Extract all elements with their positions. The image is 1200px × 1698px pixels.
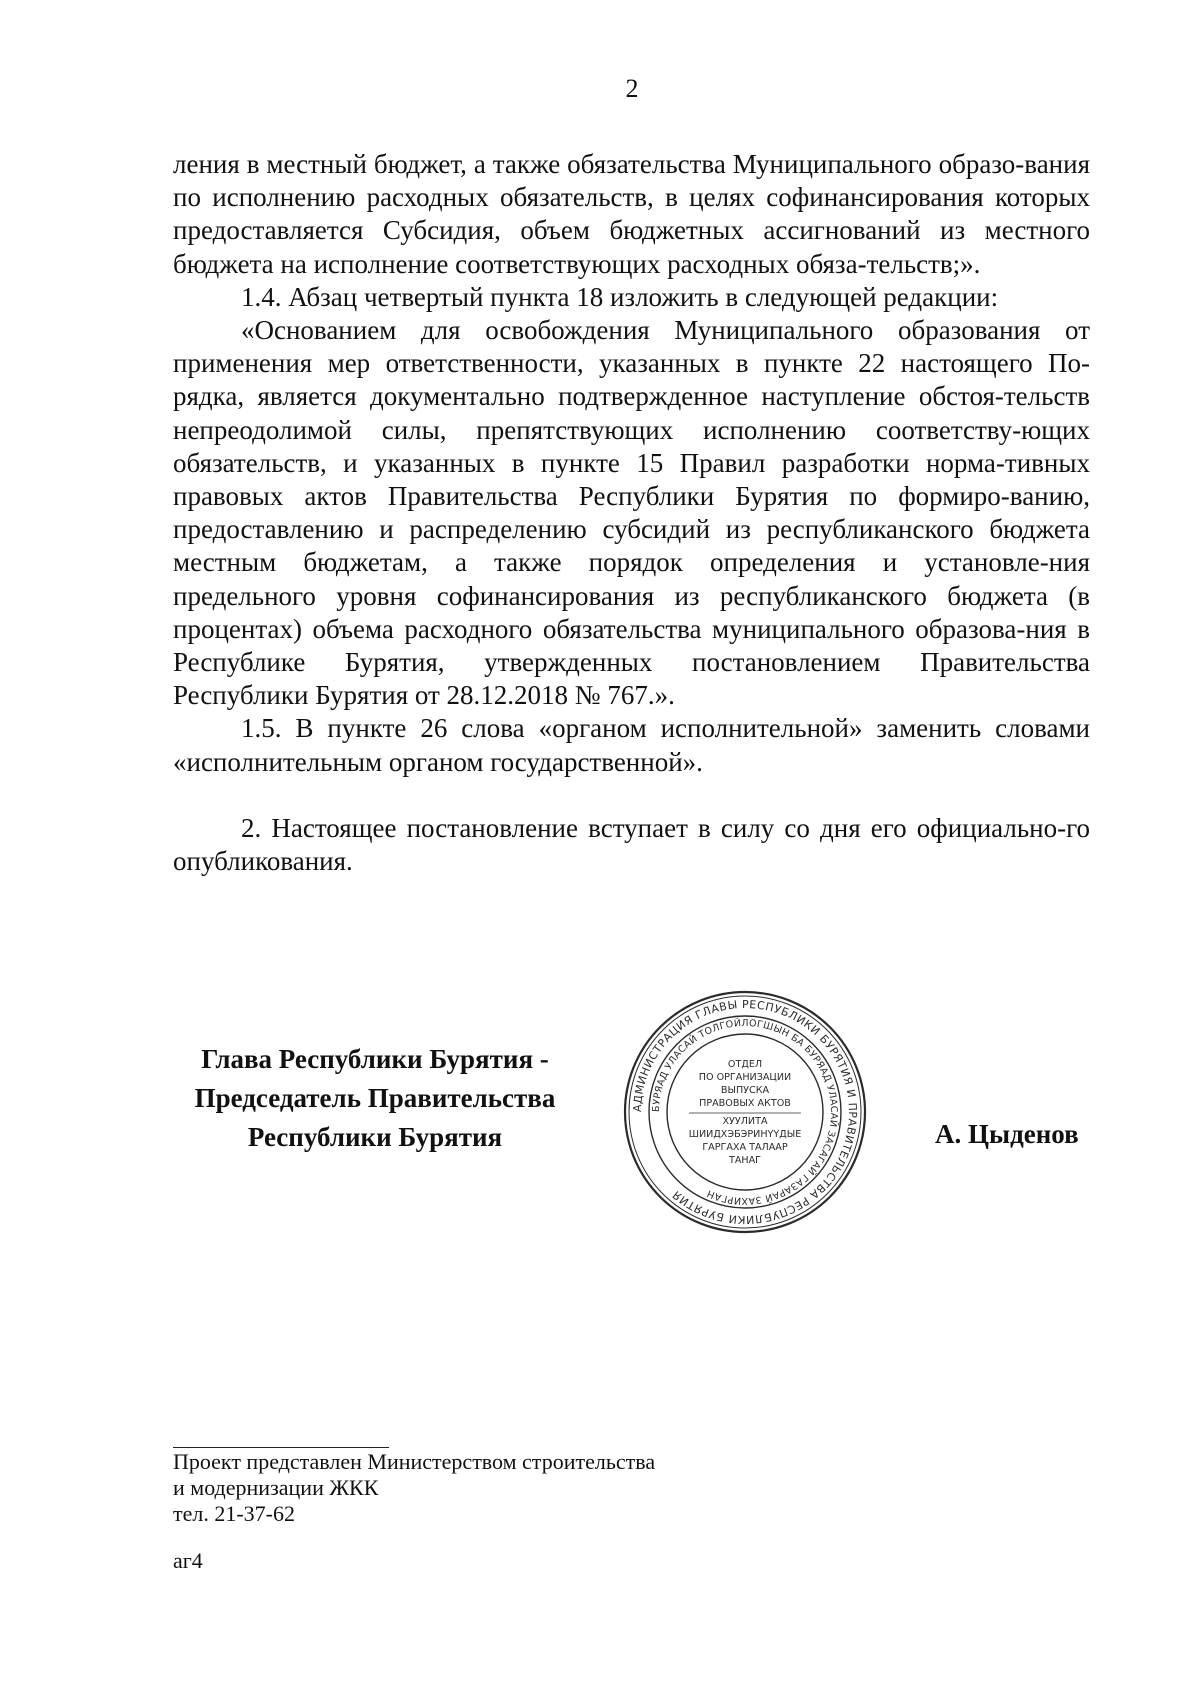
stamp-outer-text: АДМИНИСТРАЦИЯ ГЛАВЫ РЕСПУБЛИКИ БУРЯТИЯ И ПРАВИТЕЛЬСТВА РЕСПУБЛИКИ БУРЯТИЯ	[630, 997, 860, 1227]
signatory-name: А. Цыденов	[935, 1119, 1079, 1149]
paragraph-item-1-5: 1.5. В пункте 26 слова «органом исполнительной» заменить словами «исполнительным органом государственной».	[173, 713, 1090, 777]
signatory-title-line: Председатель Правительства	[194, 1083, 556, 1113]
official-seal-stamp	[623, 990, 867, 1234]
stamp-center-line: ГАРГАХА ТАЛААР	[702, 1142, 788, 1153]
stamp-center-line: ОТДЕЛ	[727, 1059, 763, 1070]
stamp-center-line: ХУУЛИТА	[722, 1116, 768, 1127]
signatory-title-line: Глава Республики Бурятия -	[201, 1044, 549, 1074]
footer-line: Проект представлен Министерством строительства	[173, 1449, 656, 1474]
document-body	[173, 148, 1090, 878]
stamp-center-line: ПРАВОВЫХ АКТОВ	[699, 1098, 791, 1109]
paragraph-item-1-4: 1.4. Абзац четвертый пункта 18 изложить в следующей редакции:	[241, 281, 999, 312]
paragraph-continuation: ления в местный бюджет, а также обязательства Муниципального образо-вания по исполнению расходных обязательств, в целях софинансирования которых предоставляется Субсидия, объем бюджетных ассигнований из местного бюджета на исполнение соответствующих расходных обяза-тельств;».	[173, 149, 1090, 279]
svg-text:АДМИНИСТРАЦИЯ ГЛАВЫ РЕСПУБЛИКИ	[631, 998, 859, 1226]
footer-line: тел. 21-37-62	[173, 1501, 296, 1526]
stamp-center-line: ВЫПУСКА	[720, 1085, 770, 1096]
stamp-center-line: ПО ОРГАНИЗАЦИИ	[698, 1072, 792, 1083]
signatory-title-line: Республики Бурятия	[247, 1122, 503, 1152]
footer-divider	[173, 1447, 389, 1448]
footer-line: и модернизации ЖКК	[173, 1475, 379, 1500]
footer-note	[173, 1449, 873, 1527]
stamp-inner-text: БУРЯАД УЛАСАЙ ТОЛГОЙЛОГШЫН БА БУРЯАД УЛАСАЙ ЗАСАГАЙ ГАЗАРАЙ ЗАХИРГАН	[650, 1017, 840, 1207]
stamp-center-line: ТАНАГ	[728, 1155, 762, 1166]
paragraph-quoted-text: «Основанием для освобождения Муниципального образования от применения мер ответственности, указанных в пункте 22 настоящего По-рядка, является документально подтвержденное наступление обстоя-тельств непреодолимой силы, препятствующих исполнению соответству-ющих обязательств, и указанных в пункте 15 Правил разработки норма-тивных правовых актов Правительства Республики Бурятия по формиро-ванию, предоставлению и распределению субсидий из республиканского бюджета местным бюджетам, а также порядок определения и установле-ния предельного уровня софинансирования из республиканского бюджета (в процентах) объема расходного обязательства муниципального образова-ния в Республике Бурятия, утвержденных постановлением Правительства Республики Бурятия от 28.12.2018 № 767.».	[173, 315, 1090, 711]
paragraph-spacer	[173, 779, 1090, 812]
stamp-center-line: ШИИДХЭБЭРИНҮҮДЫЕ	[688, 1129, 802, 1140]
signatory-title	[160, 1040, 590, 1157]
paragraph-item-2: 2. Настоящее постановление вступает в силу со дня его официально-го опубликования.	[173, 812, 1090, 877]
document-code: аг4	[173, 1548, 203, 1573]
page-number: 2	[625, 74, 639, 103]
svg-text:БУРЯАД УЛАСАЙ ТОЛГОЙЛОГШЫН БА	[651, 1017, 840, 1206]
